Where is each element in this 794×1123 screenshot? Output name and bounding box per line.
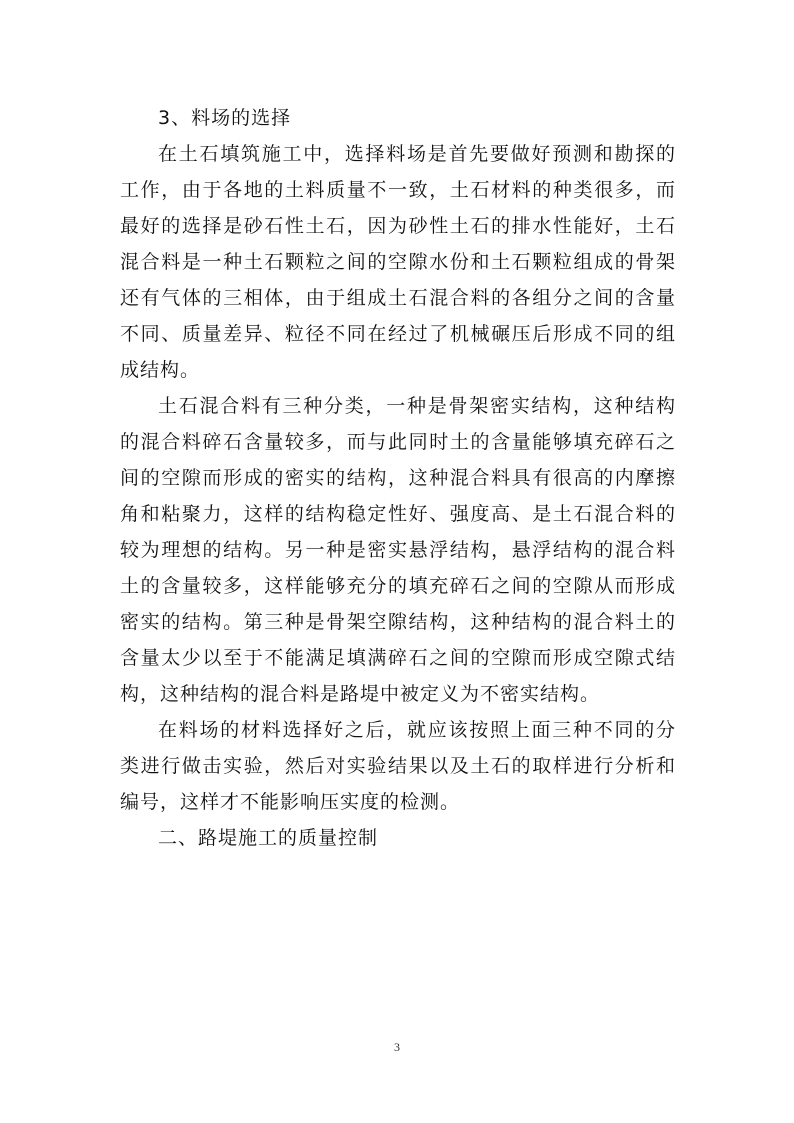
paragraph-compaction-test: 在料场的材料选择好之后，就应该按照上面三种不同的分类进行做击实验，然后对实验结果以及土石的取样进行分析和编号，这样才不能影响压实度的检测。 [120, 719, 676, 813]
paragraph-mixture-classification: 土石混合料有三种分类，一种是骨架密实结构，这种结构的混合料碎石含量较多，而与此同时土的含量能够填充碎石之间的空隙而形成的密实的结构，这种混合料具有很高的内摩擦角和粘聚力，这样的结构稳定性好、强度高、是土石混合料的较为理想的结构。另一种是密实悬浮结构，悬浮结构的混合料土的含量较多，这样能够充分的填充碎石之间的空隙从而形成密实的结构。第三种是骨架空隙结构，这种结构的混合料土的含量太少以至于不能满足填满碎石之间的空隙而形成空隙式结构，这种结构的混合料是路堤中被定义为不密实结构。 [120, 395, 676, 705]
section-heading: 3、料场的选择 [158, 107, 292, 129]
paragraph-material-site: 在土石填筑施工中，选择料场是首先要做好预测和勘探的工作，由于各地的土料质量不一致，土石材料的种类很多，而最好的选择是砂石性土石，因为砂性土石的排水性能好，土石混合料是一种土石颗粒之间的空隙水份和土石颗粒组成的骨架还有气体的三相体，由于组成土石混合料的各组分之间的含量不同、质量差异、粒径不同在经过了机械碾压后形成不同的组成结构。 [120, 143, 676, 381]
document-body [120, 100, 676, 856]
page-number: 3 [394, 1040, 400, 1054]
subsection-heading: 二、路堤施工的质量控制 [158, 827, 379, 849]
